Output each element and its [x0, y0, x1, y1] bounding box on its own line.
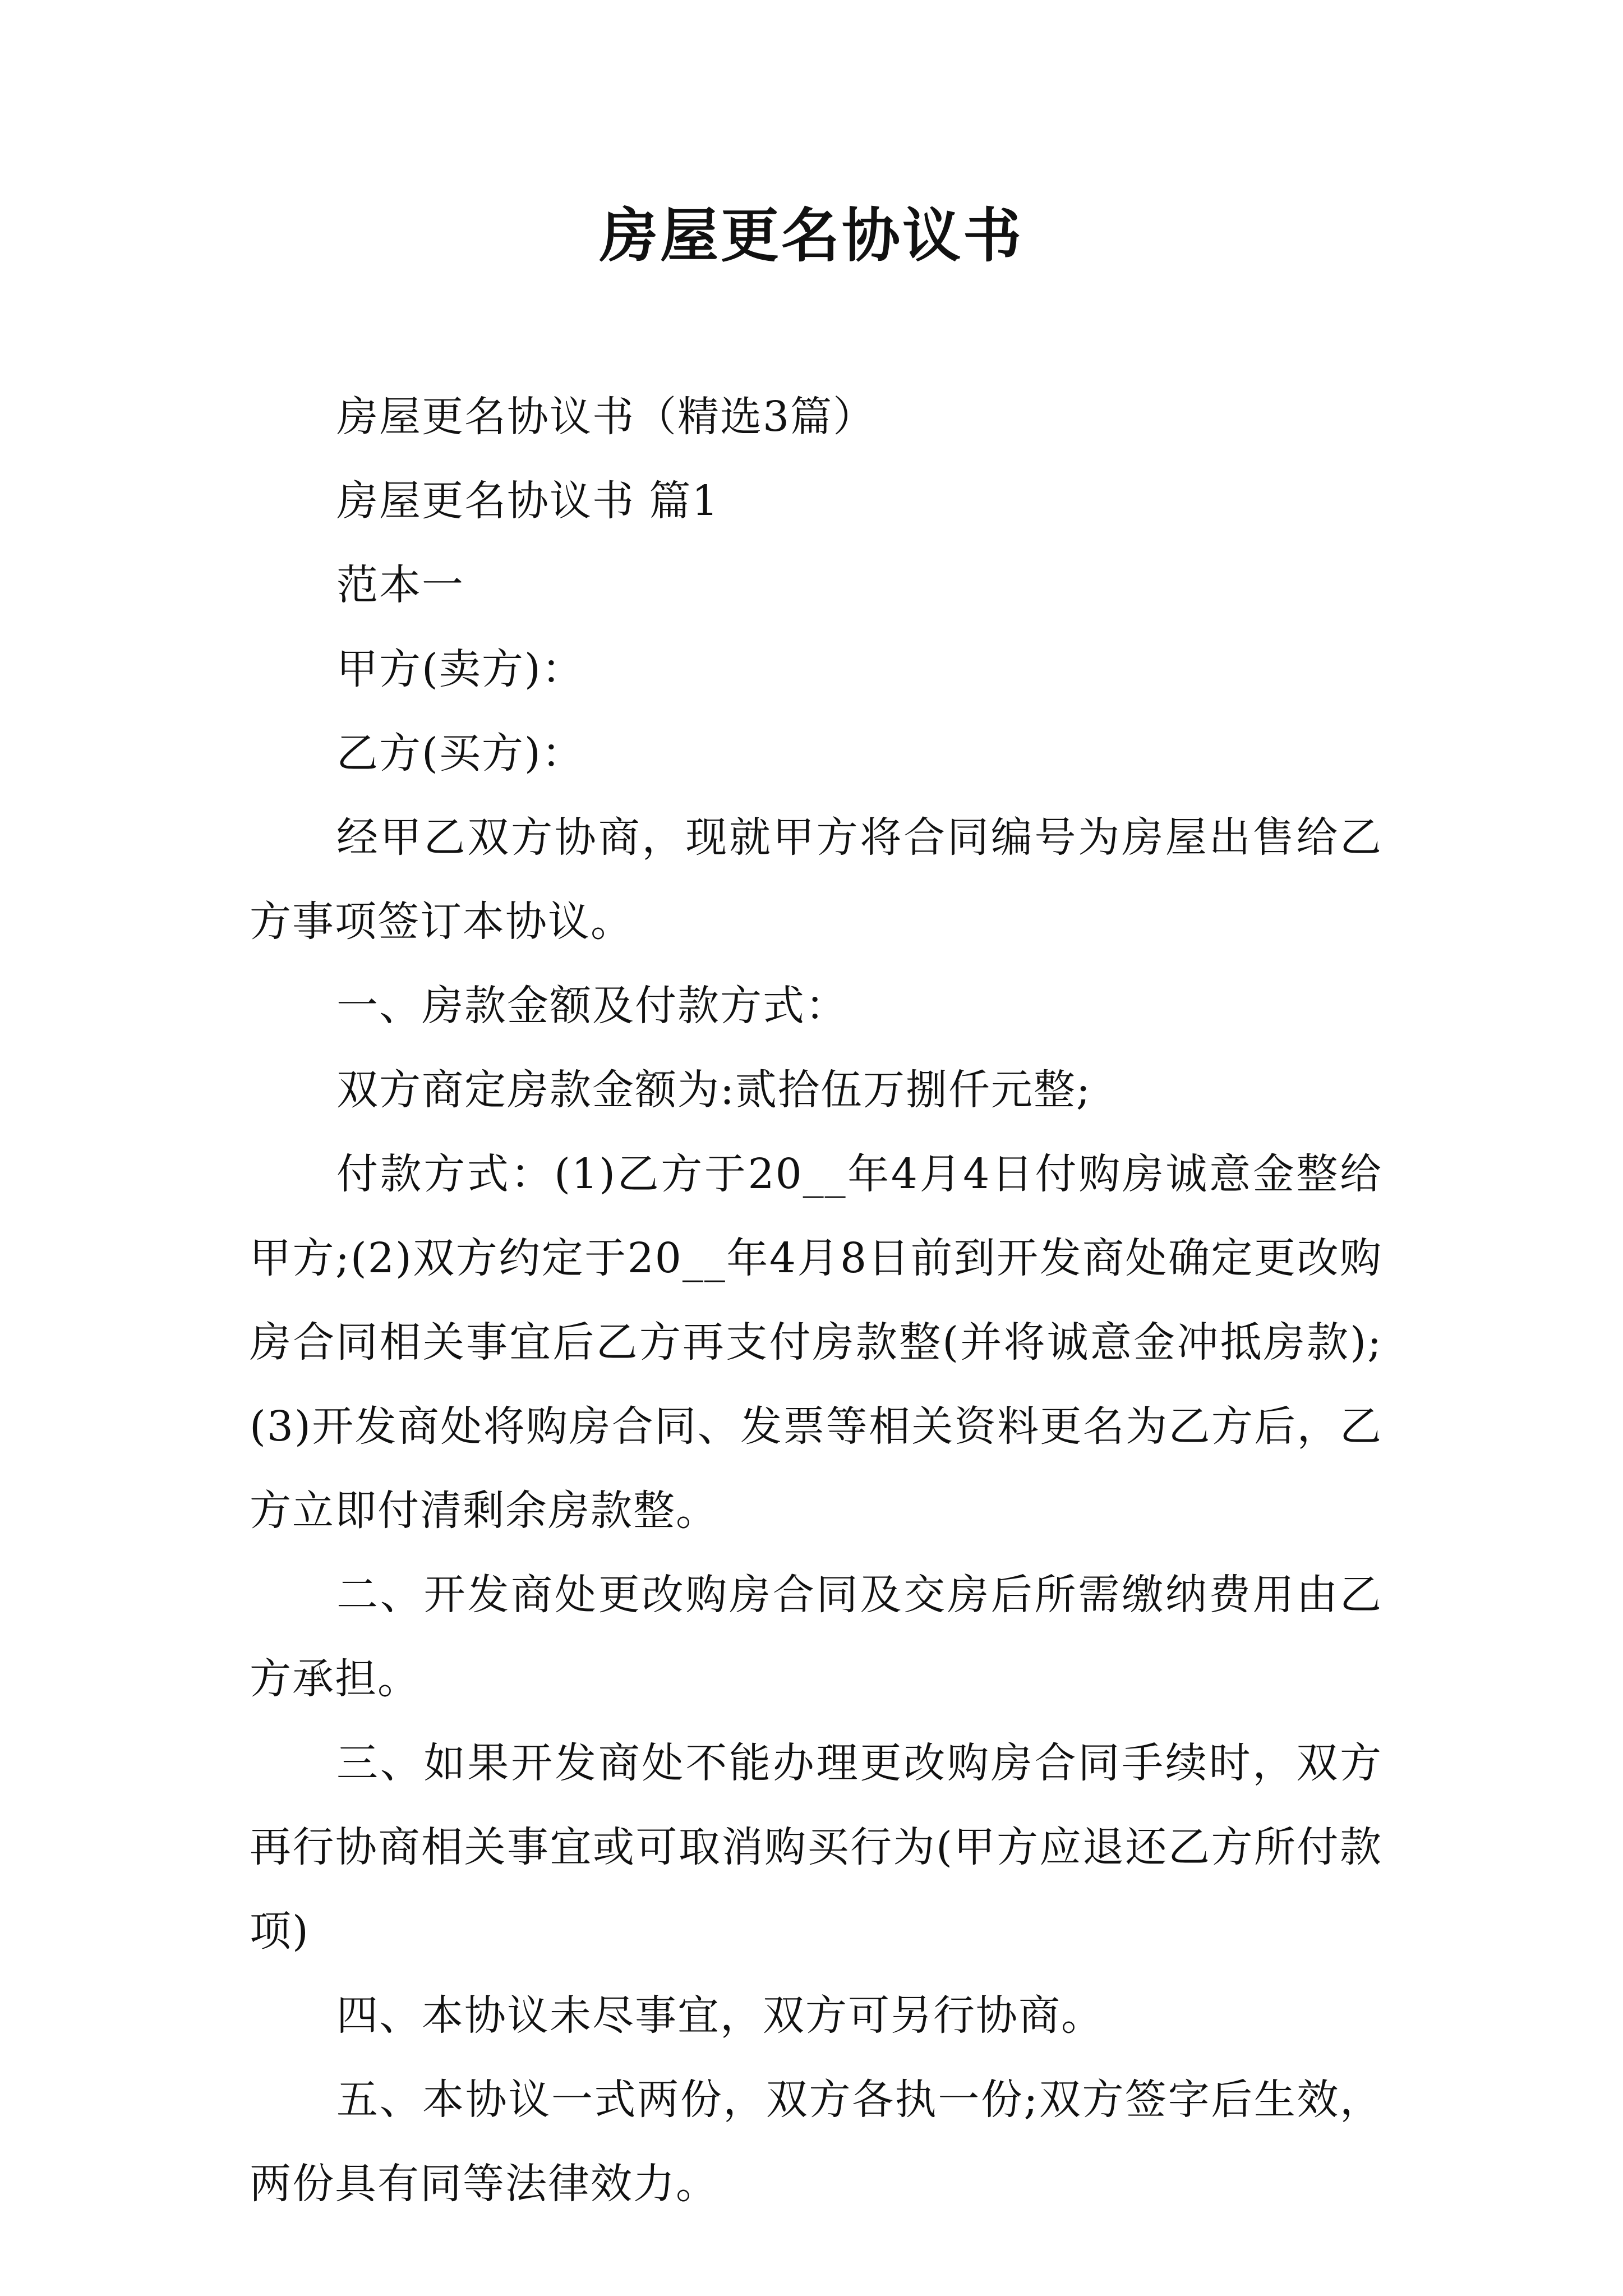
- paragraph-party-a: 甲方(卖方)：: [336, 645, 584, 693]
- paragraph-collection-heading: 房屋更名协议书（精选3篇）: [336, 393, 876, 441]
- paragraph-template-label: 范本一: [336, 561, 464, 609]
- paragraph-section-1-heading: 一、房款金额及付款方式：: [336, 982, 848, 1030]
- paragraph-preamble: 经甲乙双方协商，现就甲方将合同编号为房屋出售给乙方事项签订本协议。: [250, 813, 1382, 946]
- paragraph-section-3: 三、如果开发商处不能办理更改购房合同手续时，双方再行协商相关事宜或可取消购买行为(甲方应退还乙方所付款项): [250, 1739, 1382, 1955]
- document-body: [250, 375, 1382, 2226]
- paragraph-section-5: 五、本协议一式两份，双方各执一份;双方签字后生效，两份具有同等法律效力。: [250, 2076, 1382, 2208]
- paragraph-section-4: 四、本协议未尽事宜，双方可另行协商。: [336, 1991, 1104, 2040]
- paragraph-price: 双方商定房款金额为:贰拾伍万捌仟元整;: [336, 1066, 1091, 1114]
- paragraph-section-2: 二、开发商处更改购房合同及交房后所需缴纳费用由乙方承担。: [250, 1571, 1382, 1703]
- paragraph-party-b: 乙方(买方)：: [336, 729, 584, 777]
- document-title: 房屋更名协议书: [599, 201, 1023, 270]
- paragraph-payment-method: 付款方式：(1)乙方于20__年4月4日付购房诚意金整给甲方;(2)双方约定于20__年4月8日前到开发商处确定更改购房合同相关事宜后乙方再支付房款整(并将诚意金冲抵房款);(3)开发商处将购房合同、发票等相关资料更名为乙方后，乙方立即付清剩余房款整。: [250, 1150, 1382, 1535]
- paragraph-chapter-heading: 房屋更名协议书 篇1: [336, 477, 720, 525]
